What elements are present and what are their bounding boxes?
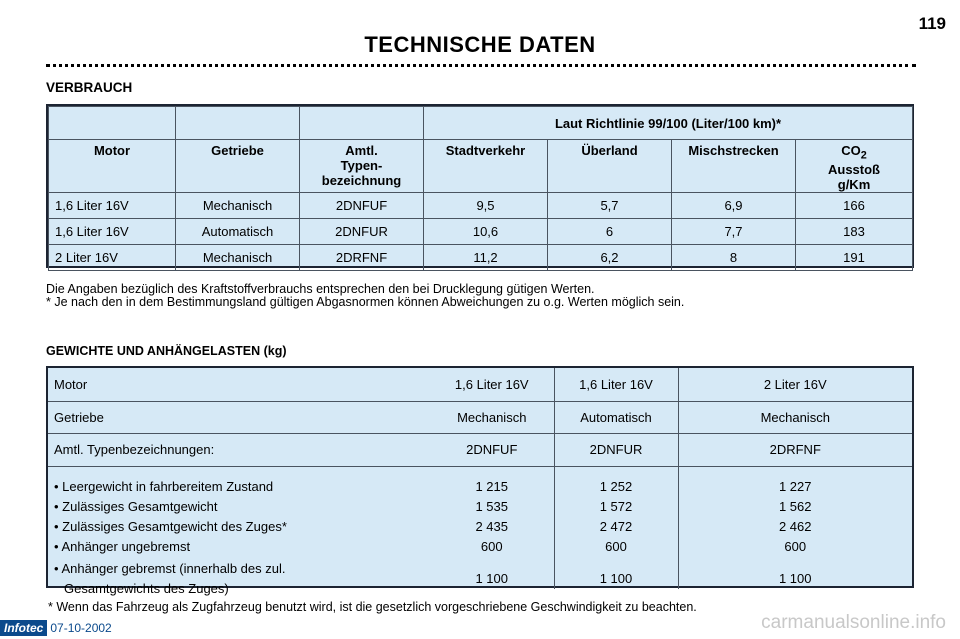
watermark: carmanualsonline.info bbox=[761, 612, 946, 633]
page-number: 119 bbox=[918, 14, 946, 33]
list-item: • Anhänger gebremst (innerhalb des zul. Gesamtgewichts des Zuges) bbox=[54, 560, 286, 596]
table-row: • Leergewicht in fahrbereitem Zustand • Zulässiges Gesamtgewicht • Zulässiges Gesamtgewicht des Zuges* • Anhänger ungebremst • Anhänger gebremst (innerhalb des zul. Gesamtgewichts des Zuges) 1 215 1 535 2 435 600 1 100 1 252 1 572 2 472 600 1 100 1 227 1 562 2 462 600 1 100 bbox=[48, 466, 912, 589]
consumption-notes: Die Angaben bezüglich des Kraftstoffverbrauchs entsprechen den bei Drucklegung gütigen Werten. * Je nach den in dem Bestimmungsland gültigen Abgasnormen können Abweichungen zu o.g. Werten möglich sein. bbox=[46, 282, 685, 309]
dotted-divider bbox=[46, 64, 916, 67]
consumption-heading: VERBRAUCH bbox=[46, 80, 133, 95]
col-header-combined: Mischstrecken bbox=[672, 140, 796, 193]
table-row: Getriebe Mechanisch Automatisch Mechanisch bbox=[48, 401, 912, 433]
col-header-co2: $CO_2$ Ausstoß g/Km bbox=[796, 140, 913, 193]
col-header-extra-urban: Überland bbox=[548, 140, 672, 193]
list-item: • Zulässiges Gesamtgewicht bbox=[54, 498, 218, 514]
list-item: • Anhänger ungebremst bbox=[54, 538, 191, 554]
footer-brand bbox=[0, 620, 112, 636]
col-header-urban: Stadtverkehr bbox=[424, 140, 548, 193]
list-item: • Zulässiges Gesamtgewicht des Zuges* bbox=[54, 518, 287, 534]
header-empty-cell bbox=[300, 107, 424, 140]
table-row: Amtl. Typenbezeichnungen: 2DNFUF 2DNFUR 2DRFNF bbox=[48, 433, 912, 466]
consumption-table bbox=[48, 106, 913, 271]
col-header-motor: Motor bbox=[49, 140, 176, 193]
table-row: Motor 1,6 Liter 16V 1,6 Liter 16V 2 Liter 16V bbox=[48, 368, 912, 401]
header-empty-cell bbox=[49, 107, 176, 140]
consumption-table-panel bbox=[46, 104, 914, 268]
table-row: 1,6 Liter 16V Mechanisch 2DNFUF 9,5 5,7 6,9 166 bbox=[49, 192, 913, 218]
col-header-type: Amtl. Typen- bezeichnung bbox=[300, 140, 424, 193]
weights-table bbox=[48, 368, 912, 596]
col-header-gearbox: Getriebe bbox=[176, 140, 300, 193]
header-empty-cell bbox=[176, 107, 300, 140]
page-title: TECHNISCHE DATEN bbox=[364, 32, 596, 57]
print-date: 07-10-2002 bbox=[50, 621, 112, 635]
weights-footnote: * Wenn das Fahrzeug als Zugfahrzeug benutzt wird, ist die gesetzlich vorgeschriebene Geschwindigkeit zu beachten. bbox=[48, 600, 697, 614]
table-row: 2 Liter 16V Mechanisch 2DRFNF 11,2 6,2 8 191 bbox=[49, 244, 913, 270]
table-row: 1,6 Liter 16V Automatisch 2DNFUR 10,6 6 7,7 183 bbox=[49, 218, 913, 244]
brand-logo: Infotec bbox=[0, 620, 47, 636]
weights-heading: GEWICHTE UND ANHÄNGELASTEN (kg) bbox=[46, 344, 287, 358]
consumption-group-header: Laut Richtlinie 99/100 (Liter/100 km)* bbox=[424, 107, 913, 140]
weights-table-panel bbox=[46, 366, 914, 596]
list-item: • Leergewicht in fahrbereitem Zustand bbox=[54, 478, 274, 494]
